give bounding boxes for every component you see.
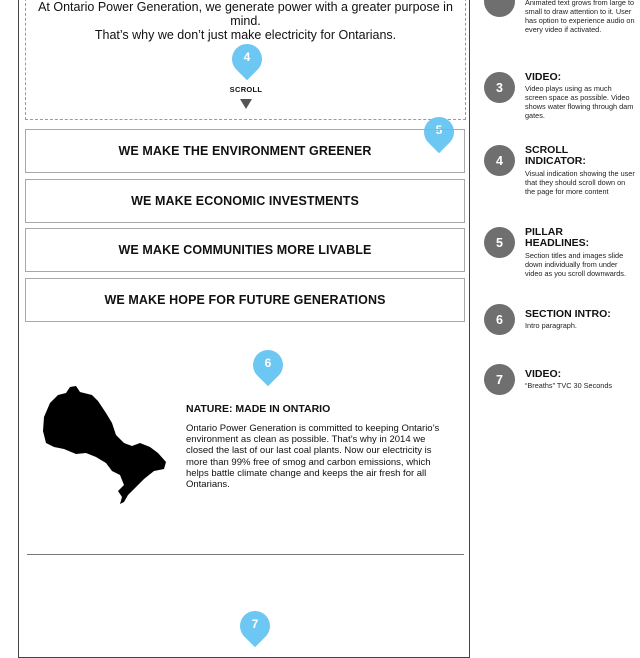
legend-number-badge: 3	[484, 72, 515, 103]
pillar-headline-future[interactable]: WE MAKE HOPE FOR FUTURE GENERATIONS	[25, 278, 465, 322]
hero-line-1: At Ontario Power Generation, we generate power with a greater purpose in mind.	[38, 0, 453, 28]
hero-line-2: That’s why we don’t just make electricity for Ontarians.	[94, 28, 397, 42]
legend-description: Video plays using as much screen space as possible. Video shows water flowing through dam gates.	[525, 84, 634, 120]
legend-title: VIDEO:	[525, 71, 562, 83]
section-intro-title: NATURE: MADE IN ONTARIO	[186, 403, 331, 415]
legend-number-badge: 7	[484, 364, 515, 395]
pillar-headline-economic[interactable]: WE MAKE ECONOMIC INVESTMENTS	[25, 179, 465, 223]
legend-number-badge: 5	[484, 227, 515, 258]
legend-title: SCROLL INDICATOR:	[525, 144, 586, 167]
legend-description: “Breaths” TVC 30 Seconds	[525, 381, 613, 390]
marker-5-number: 5	[435, 123, 443, 137]
legend-description: Animated text grows from large to small to draw attention to it. User has option to experience audio on every video if activated.	[525, 0, 635, 34]
marker-4-number: 4	[243, 50, 251, 64]
legend-title: VIDEO:	[525, 368, 562, 380]
scroll-label: SCROLL	[229, 85, 263, 94]
legend-description: Section titles and images slide down individually from under video as you scroll downwards.	[525, 251, 626, 278]
pillar-headline-communities[interactable]: WE MAKE COMMUNITIES MORE LIVABLE	[25, 228, 465, 272]
legend-number-badge	[484, 0, 515, 17]
section-intro-body: Ontario Power Generation is committed to keeping Ontario’s environment as clean as possible. That’s why in 2014 we closed the last of our last coal plants. Now our electricity is more than 99% free of smog and carbon emissions, which helps battle climate change and keeps the air fresh for all Ontarians.	[186, 423, 440, 491]
scroll-arrow-icon[interactable]	[240, 99, 252, 109]
legend-number-badge: 4	[484, 145, 515, 176]
marker-7-number: 7	[251, 617, 259, 631]
legend-item-3	[484, 72, 634, 132]
legend-item-6	[484, 304, 634, 344]
legend-description: Visual indication showing the user that they should scroll down on the page for more content	[525, 169, 635, 196]
legend-item-7	[484, 364, 634, 404]
hero-text	[25, 0, 466, 42]
ontario-map-image	[40, 383, 170, 508]
pillar-headline-environment[interactable]: WE MAKE THE ENVIRONMENT GREENER	[25, 129, 465, 173]
legend-title: PILLAR HEADLINES:	[525, 226, 590, 249]
legend-description: Intro paragraph.	[525, 321, 577, 330]
marker-6-number: 6	[264, 356, 272, 370]
section-divider	[27, 554, 464, 555]
legend-item-4	[484, 145, 634, 215]
legend-number-badge: 6	[484, 304, 515, 335]
legend-title: SECTION INTRO:	[525, 308, 611, 320]
legend-item-5	[484, 227, 634, 297]
legend-item-2	[484, 0, 634, 36]
